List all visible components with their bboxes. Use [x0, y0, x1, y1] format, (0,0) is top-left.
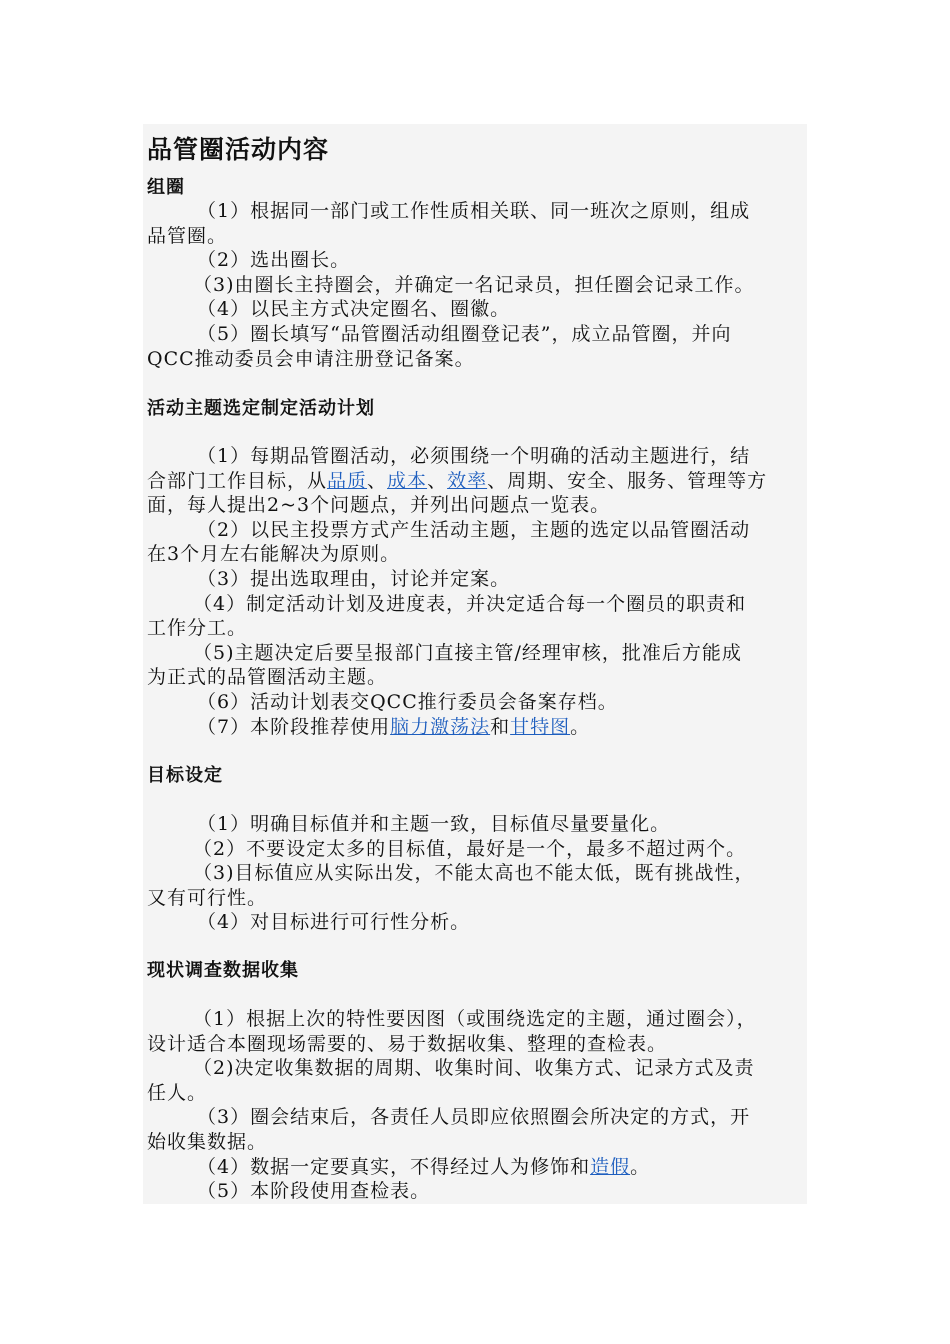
section-heading-data-collection: 现状调查数据收集 [147, 960, 299, 981]
paragraph-line: （3）圈会结束后，各责任人员即应依照圈会所决定的方式，开 [197, 1106, 751, 1129]
section-body-data-collection [147, 1007, 805, 1204]
section-body-group-formation [147, 199, 805, 371]
paragraph-line: （2）不要设定太多的目标值，最好是一个，最多不超过两个。 [193, 837, 747, 860]
section-body-target-setting [147, 812, 805, 935]
paragraph-line: （3)由圈长主持圈会，并确定一名记录员，担任圈会记录工作。 [193, 273, 755, 296]
link-efficiency[interactable]: 效率 [447, 469, 488, 492]
paragraph-line: 始收集数据。 [147, 1130, 268, 1153]
link-brainstorming[interactable]: 脑力激荡法 [390, 715, 491, 738]
paragraph-line: 在3个月左右能解决为原则。 [147, 543, 401, 566]
link-falsification[interactable]: 造假 [590, 1155, 631, 1178]
paragraph-line: （5）本阶段使用查检表。 [197, 1180, 431, 1203]
paragraph-line: （4）对目标进行可行性分析。 [197, 911, 471, 934]
paragraph-line: （3)目标值应从实际出发，不能太高也不能太低，既有挑战性， [193, 862, 755, 885]
paragraph-line: （5)主题决定后要呈报部门直接主管/经理审核，批准后方能成 [193, 641, 742, 664]
section-heading-topic-selection: 活动主题选定制定活动计划 [147, 398, 375, 419]
paragraph-line: （1）明确目标值并和主题一致，目标值尽量要量化。 [197, 813, 671, 835]
paragraph-line: （1）根据同一部门或工作性质相关联、同一班次之原则，组成 [197, 200, 751, 222]
section-heading-group-formation: 组圈 [147, 177, 185, 198]
paragraph-line: （3）提出选取理由，讨论并定案。 [197, 567, 511, 590]
paragraph-line: 为正式的品管圈活动主题。 [147, 666, 388, 689]
paragraph-line: （4）制定活动计划及进度表，并决定适合每一个圈员的职责和 [193, 592, 747, 615]
paragraph-line: 工作分工。 [147, 617, 248, 640]
page-title: 品管圈活动内容 [147, 135, 330, 164]
link-quality[interactable]: 品质 [327, 469, 368, 492]
paragraph-line: 又有可行性。 [147, 886, 268, 909]
paragraph-line: （4）数据一定要真实，不得经过人为修饰和造假。 [197, 1155, 651, 1178]
paragraph-line: （5）圈长填写“品管圈活动组圈登记表”，成立品管圈，并向 [197, 322, 732, 345]
paragraph-line: 设计适合本圈现场需要的、易于数据收集、整理的查检表。 [147, 1032, 668, 1055]
document-page [143, 124, 807, 1204]
link-gantt-chart[interactable]: 甘特图 [510, 715, 571, 738]
paragraph-line: （1）根据上次的特性要因图（或围绕选定的主题，通过圈会）， [193, 1008, 757, 1030]
link-cost[interactable]: 成本 [387, 469, 428, 492]
section-heading-target-setting: 目标设定 [147, 765, 223, 786]
paragraph-line: （4）以民主方式决定圈名、圈徽。 [197, 298, 511, 321]
paragraph-line: （2）选出圈长。 [197, 249, 351, 272]
paragraph-line: 任人。 [147, 1081, 208, 1104]
paragraph-line: 品管圈。 [147, 224, 228, 247]
paragraph-line: （6）活动计划表交QCC推行委员会备案存档。 [197, 690, 618, 713]
paragraph-line: 合部门工作目标，从品质、成本、效率、周期、安全、服务、管理等方 [147, 469, 768, 492]
paragraph-line: QCC推动委员会申请注册登记备案。 [147, 347, 475, 370]
paragraph-line: 面，每人提出2~3个问题点，并列出问题点一览表。 [147, 494, 611, 517]
paragraph-line: （2)决定收集数据的周期、收集时间、收集方式、记录方式及责 [193, 1057, 755, 1080]
paragraph-line: （2）以民主投票方式产生活动主题，主题的选定以品管圈活动 [197, 518, 751, 541]
paragraph-line: （1）每期品管圈活动，必须围绕一个明确的活动主题进行，结 [197, 445, 751, 467]
paragraph-line: （7）本阶段推荐使用脑力激荡法和甘特图。 [197, 715, 591, 738]
section-body-topic-selection [147, 444, 805, 739]
